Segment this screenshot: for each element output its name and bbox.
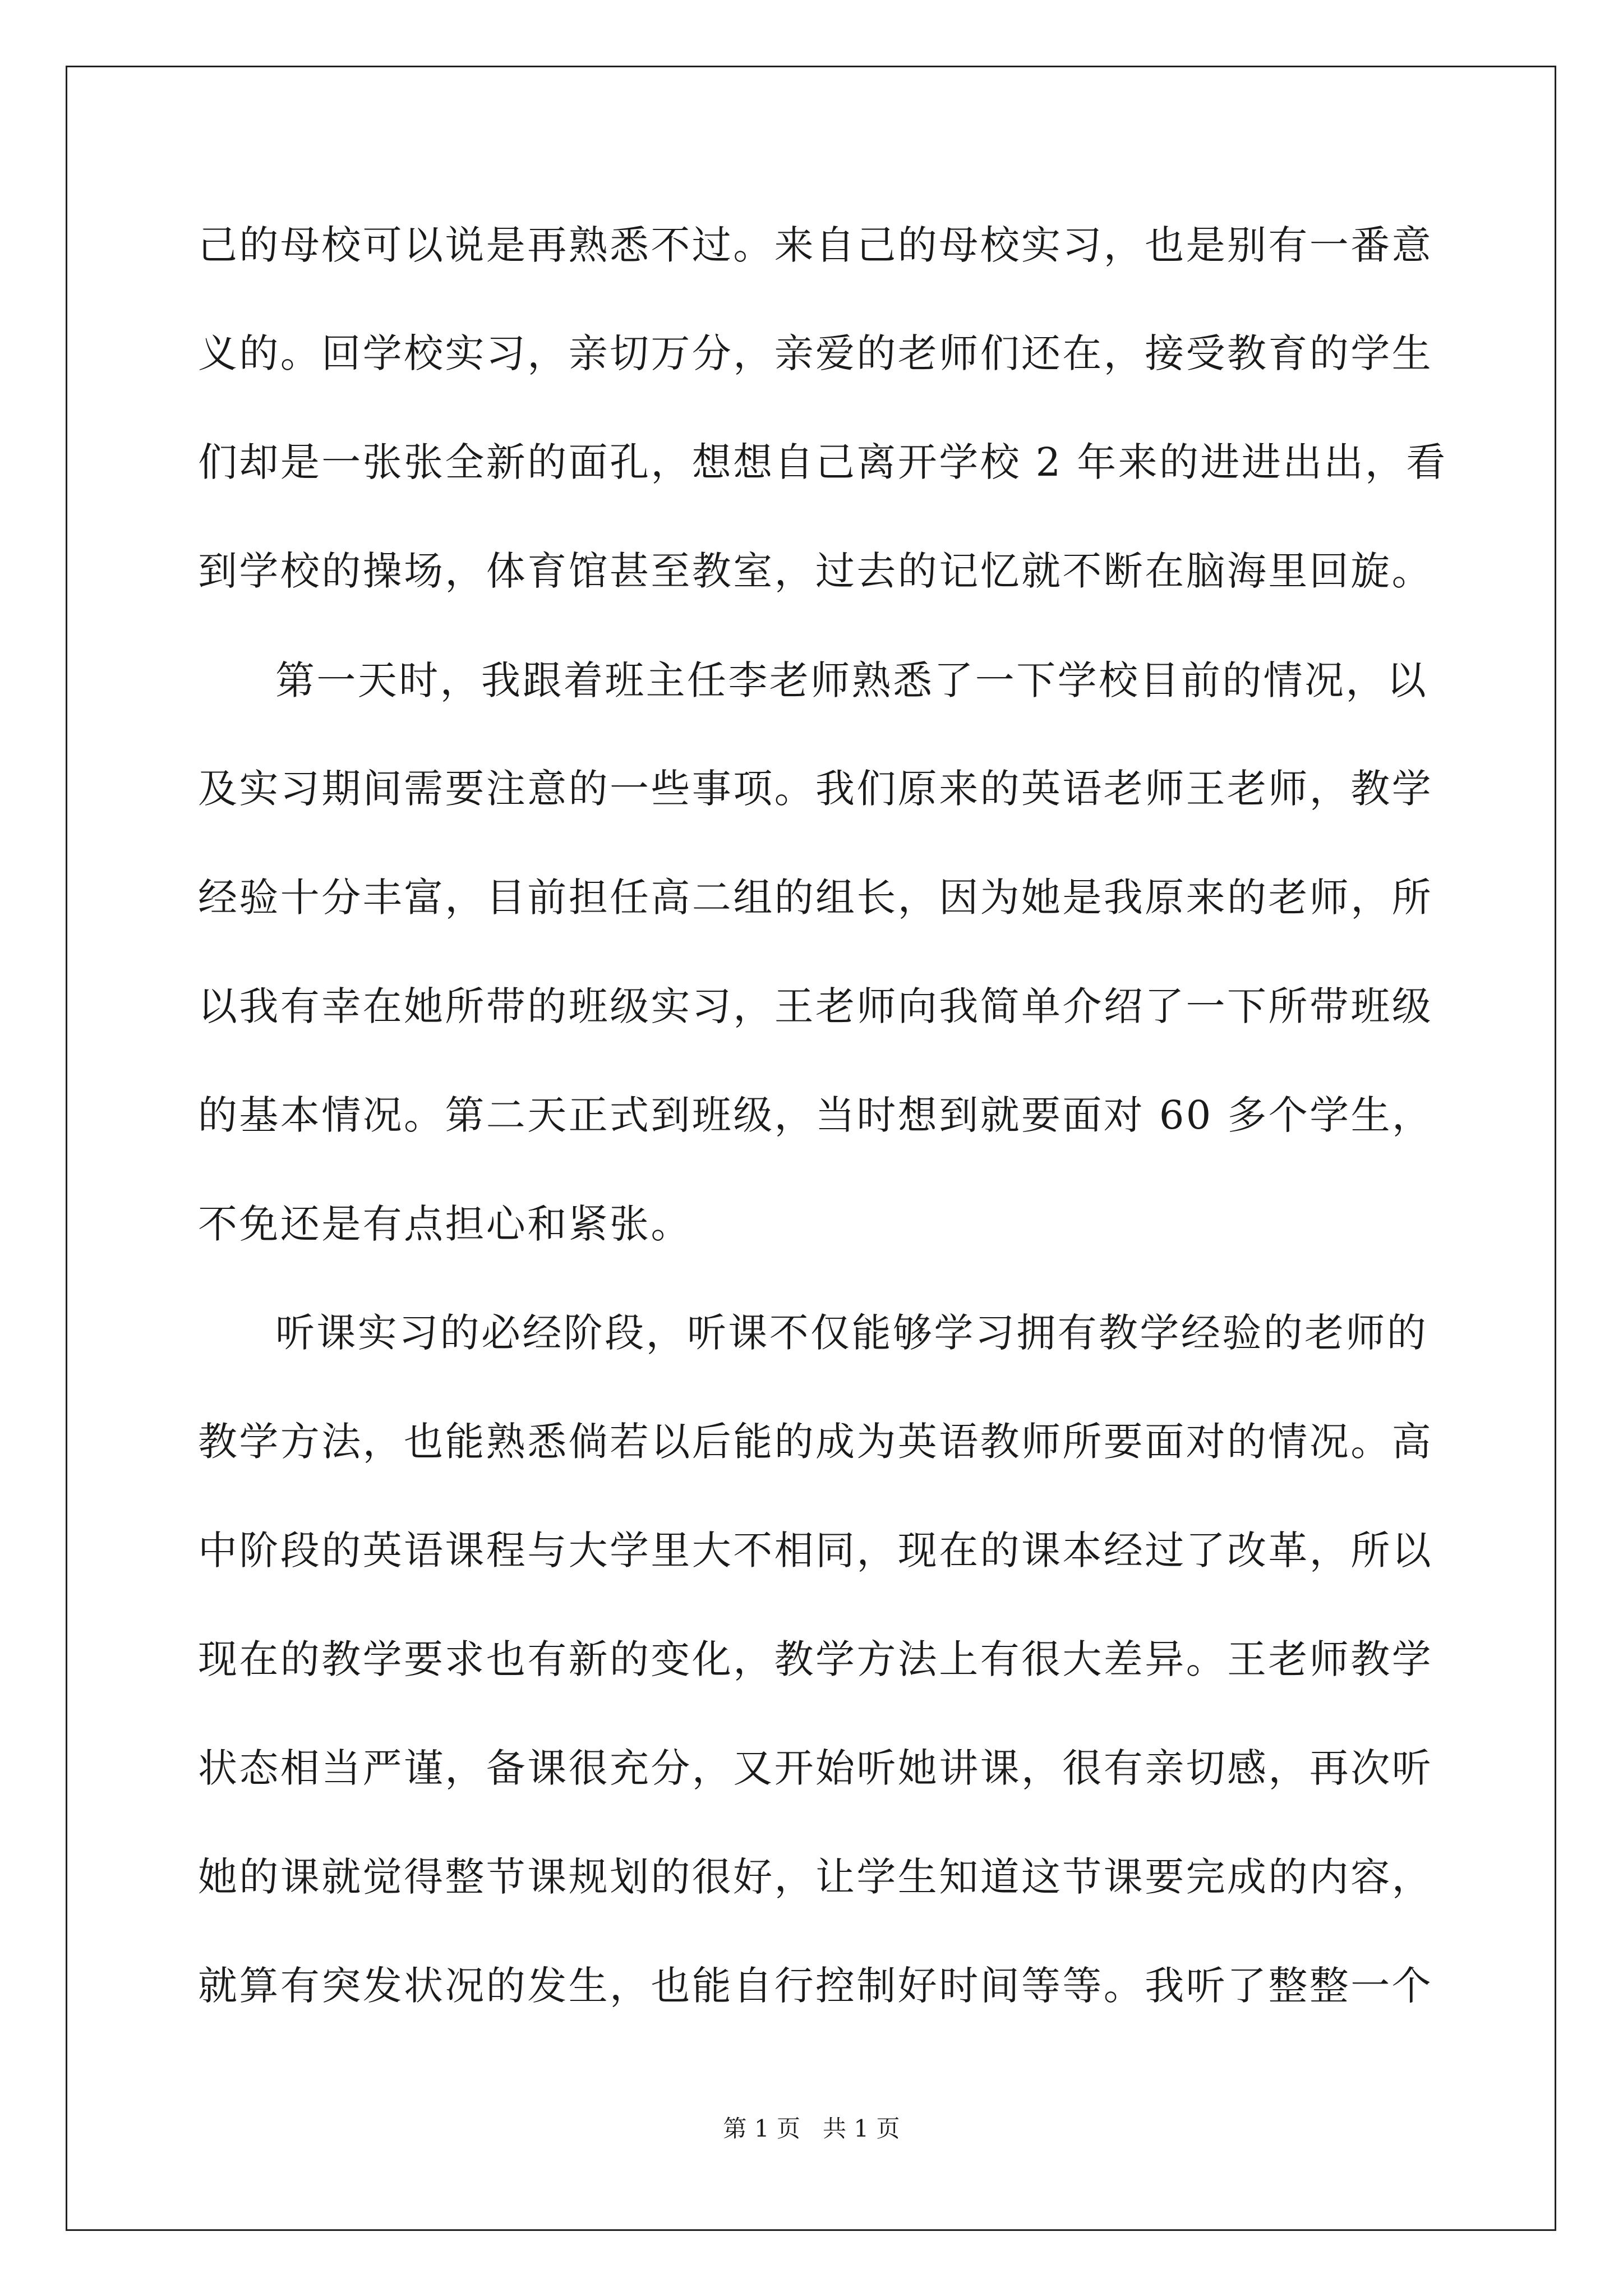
- text-line: 经验十分丰富，目前担任高二组的组长，因为她是我原来的老师，所: [198, 875, 1433, 921]
- text-line: 中阶段的英语课程与大学里大不相同，现在的课本经过了改革，所以: [198, 1527, 1433, 1573]
- page-number-footer: 第 1 页 共 1 页: [723, 2115, 900, 2142]
- text-line: 己的母校可以说是再熟悉不过。来自己的母校实习，也是别有一番意: [198, 222, 1433, 268]
- text-line: 就算有突发状况的发生，也能自行控制好时间等等。我听了整整一个: [198, 1963, 1433, 2009]
- text-line: 教学方法，也能熟悉倘若以后能的成为英语教师所要面对的情况。高: [198, 1419, 1433, 1465]
- text-line: 以我有幸在她所带的班级实习，王老师向我简单介绍了一下所带班级: [198, 983, 1433, 1029]
- text-line: 她的课就觉得整节课规划的很好，让学生知道这节课要完成的内容，: [198, 1854, 1433, 1900]
- text-line: 及实习期间需要注意的一些事项。我们原来的英语老师王老师，教学: [198, 766, 1433, 812]
- paragraph-first-line: 听课实习的必经阶段，听课不仅能够学习拥有教学经验的老师的: [275, 1310, 1428, 1356]
- text-line: 状态相当严谨，备课很充分，又开始听她讲课，很有亲切感，再次听: [198, 1745, 1433, 1791]
- page-border: [66, 66, 1556, 2231]
- text-line: 不免还是有点担心和紧张。: [198, 1201, 692, 1247]
- text-line: 们却是一张张全新的面孔，想想自己离开学校 2 年来的进进出出，看: [198, 439, 1447, 485]
- paragraph-first-line: 第一天时，我跟着班主任李老师熟悉了一下学校目前的情况，以: [275, 657, 1428, 703]
- text-line: 的基本情况。第二天正式到班级，当时想到就要面对 60 多个学生，: [198, 1092, 1433, 1138]
- text-line: 义的。回学校实习，亲切万分，亲爱的老师们还在，接受教育的学生: [198, 330, 1433, 376]
- text-line: 现在的教学要求也有新的变化，教学方法上有很大差异。王老师教学: [198, 1636, 1433, 1682]
- text-line: 到学校的操场，体育馆甚至教室，过去的记忆就不断在脑海里回旋。: [198, 548, 1433, 594]
